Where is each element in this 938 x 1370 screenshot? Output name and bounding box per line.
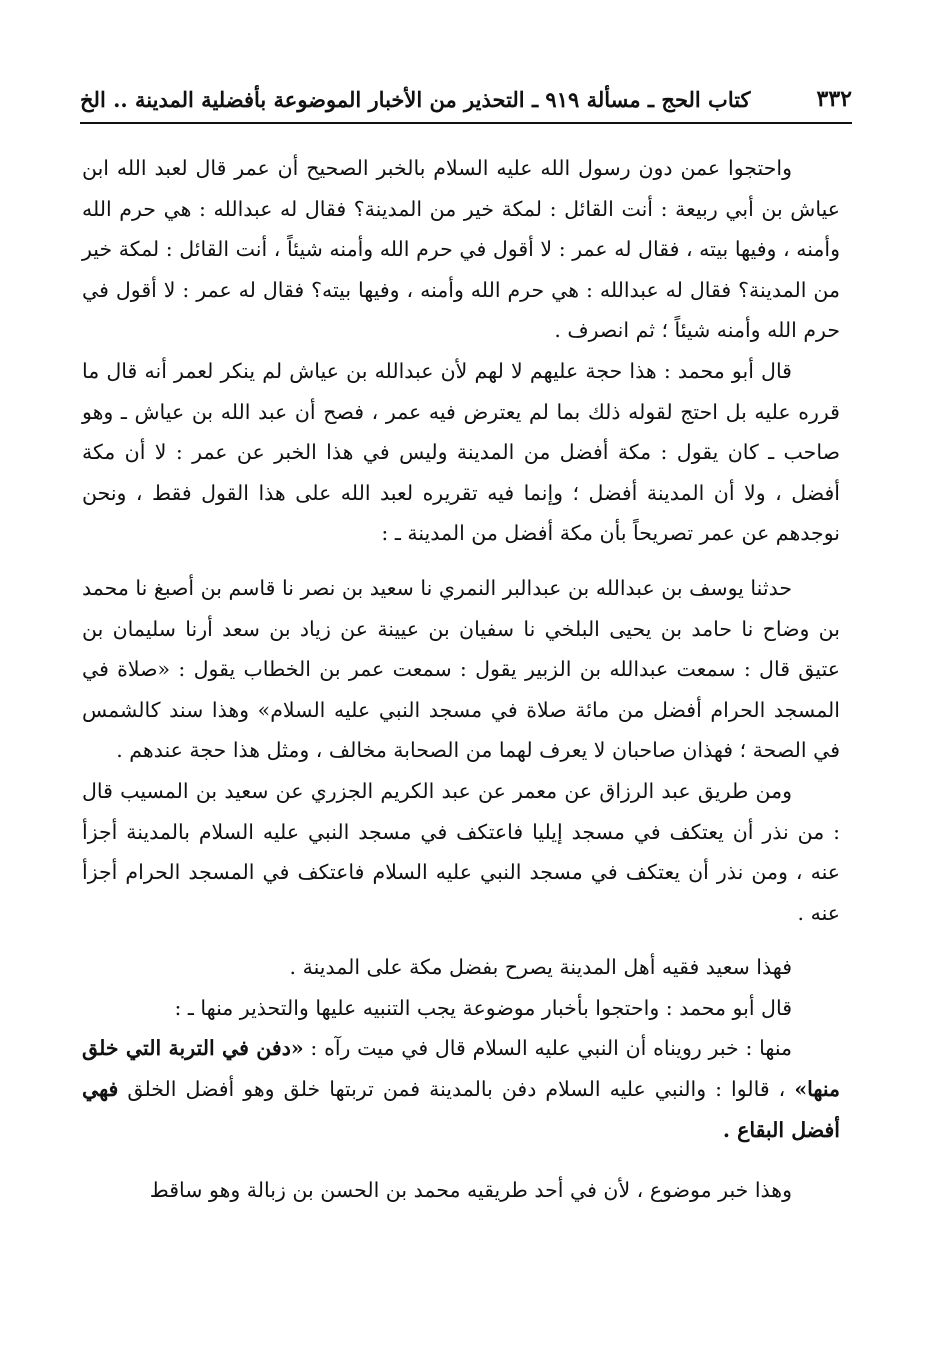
page-header	[80, 72, 852, 112]
header-rule	[80, 122, 852, 124]
paragraph-4: ومن طريق عبد الرزاق عن معمر عن عبد الكريم الجزري عن سعيد بن المسيب قال : من نذر أن يعتكف في مسجد إيليا فاعتكف في مسجد النبي عليه السلام بالمدينة أجزأ عنه ، ومن نذر أن يعتكف في مسجد النبي عليه السلام فاعتكف في المسجد الحرام أجزأ عنه .	[82, 778, 840, 925]
paragraph-2: قال أبو محمد : هذا حجة عليهم لا لهم لأن عبدالله بن عياش لم ينكر لعمر أنه قال ما قرره عليه بل احتج لقوله ذلك بما لم يعترض فيه عمر ، فصح أن عبد الله بن عياش ـ وهو صاحب ـ كان يقول : مكة أفضل من المدينة وليس في هذا الخبر عن عمر : لا أن مكة أفضل ، ولا أن المدينة أفضل ؛ وإنما فيه تقريره لعبد الله على هذا القول فقط ، ونحن نوجدهم عن عمر تصريحاً بأن مكة أفضل من المدينة ـ :	[82, 358, 840, 546]
page-number: ٣٣٢	[816, 86, 852, 112]
paragraph-7-lead: منها : خبر رويناه أن النبي عليه السلام قال في ميت رآه :	[303, 1036, 792, 1061]
paragraph-1: واحتجوا عمن دون رسول الله عليه السلام بالخبر الصحيح أن عمر قال لعبد الله ابن عياش بن أبي ربيعة : أنت القائل : لمكة خير من المدينة؟ فقال له عبدالله : هي حرم الله وأمنه ، وفيها بيته ، فقال له عمر : لا أقول في حرم الله وأمنه شيئاً ، أنت القائل : لمكة خير من المدينة؟ فقال له عبدالله : هي حرم الله وأمنه ، وفيها بيته؟ فقال له عمر : لا أقول في حرم الله وأمنه شيئاً ؛ ثم انصرف .	[82, 156, 840, 343]
running-title: كتاب الحج ـ مسألة ٩١٩ ـ التحذير من الأخبار الموضوعة بأفضلية المدينة .. الخ	[80, 87, 751, 112]
paragraph-7	[82, 1028, 840, 1150]
hadith-quote: «دفن في التربة التي خلق منها»	[82, 1036, 840, 1102]
paragraph-3: حدثنا يوسف بن عبدالله بن عبدالبر النمري نا سعيد بن نصر نا قاسم بن أصبغ نا محمد بن وضاح نا حامد بن يحيى البلخي نا سفيان بن عيينة عن زياد بن سعد أرنا سليمان بن عتيق قال : سمعت عبدالله بن الزبير يقول : سمعت عمر بن الخطاب يقول : «صلاة في المسجد الحرام أفضل من مائة صلاة في مسجد النبي عليه السلام» وهذا سند كالشمس في الصحة ؛ فهذان صاحبان لا يعرف لهما من الصحابة مخالف ، ومثل هذا حجة عندهم .	[82, 575, 840, 763]
page-body	[82, 148, 840, 1211]
paragraph-6: قال أبو محمد : واحتجوا بأخبار موضوعة يجب التنبيه عليها والتحذير منها ـ :	[174, 995, 792, 1020]
paragraph-7-tail: ، قالوا : والنبي عليه السلام دفن بالمدينة فمن تربتها خلق وهو أفضل الخلق	[118, 1077, 795, 1102]
paragraph-7-conclusion: فهي أفضل البقاع .	[82, 1077, 840, 1142]
paragraph-5: فهذا سعيد فقيه أهل المدينة يصرح بفضل مكة على المدينة .	[289, 955, 792, 980]
paragraph-8: وهذا خبر موضوع ، لأن في أحد طريقيه محمد بن الحسن بن زبالة وهو ساقط	[149, 1178, 792, 1203]
